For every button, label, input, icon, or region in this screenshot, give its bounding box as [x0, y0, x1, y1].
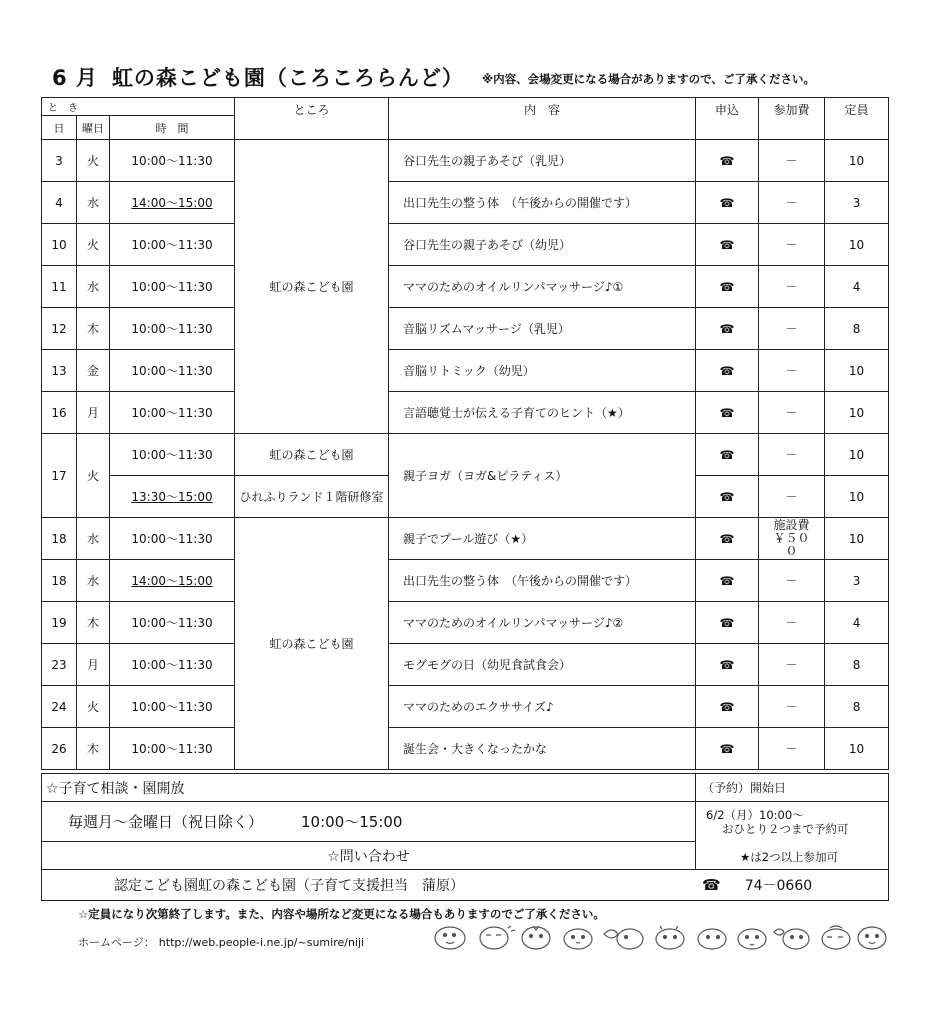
row-weekday: 火: [77, 686, 110, 728]
row-fee: －: [759, 266, 825, 308]
col-header-capacity: 定員: [825, 98, 889, 140]
phone-icon: ☎: [696, 182, 759, 224]
phone-icon: ☎: [696, 476, 759, 518]
row-place: 虹の森こども園: [235, 140, 389, 434]
homepage-label: ホームページ：: [78, 936, 155, 949]
row-content: 言語聴覚士が伝える子育てのヒント（★）: [389, 392, 696, 434]
row-fee: －: [759, 350, 825, 392]
row-time: 10:00～11:30: [110, 518, 235, 560]
row-place: 虹の森こども園: [235, 518, 389, 770]
contact-tel: 74－0660: [744, 878, 813, 894]
row-content: ママのためのオイルリンパマッサージ♪②: [389, 602, 696, 644]
row-day: 17: [42, 434, 77, 518]
row-time: 10:00～11:30: [110, 434, 235, 476]
row-weekday: 水: [77, 518, 110, 560]
consult-heading: ☆子育て相談・園開放: [42, 774, 696, 802]
phone-icon: ☎: [696, 266, 759, 308]
consult-days: 毎週月～金曜日（祝日除く）: [68, 813, 264, 831]
table-row: [42, 182, 889, 224]
row-day: 26: [42, 728, 77, 770]
phone-icon: ☎: [696, 728, 759, 770]
title-month: 6 月: [52, 66, 98, 90]
row-fee: －: [759, 182, 825, 224]
row-fee: －: [759, 644, 825, 686]
row-fee: －: [759, 686, 825, 728]
row-content: 親子ヨガ（ヨガ&ピラティス）: [389, 434, 696, 518]
row-time: 10:00～11:30: [110, 686, 235, 728]
row-capacity: 3: [825, 182, 889, 224]
table-row: [42, 224, 889, 266]
row-fee: －: [759, 602, 825, 644]
row-day: 11: [42, 266, 77, 308]
table-row: [42, 308, 889, 350]
phone-icon: ☎: [696, 140, 759, 182]
row-day: 3: [42, 140, 77, 182]
bird-icon: [774, 929, 809, 949]
row-content: 出口先生の整う体 （午後からの開催です）: [389, 182, 696, 224]
row-weekday: 金: [77, 350, 110, 392]
row-capacity: 8: [825, 308, 889, 350]
row-weekday: 水: [77, 266, 110, 308]
homepage-link[interactable]: http://web.people-i.ne.jp/~sumire/niji: [158, 936, 365, 949]
row-content: ママのためのエクササイズ♪: [389, 686, 696, 728]
reservation-line2: おひとり２つまで予約可: [722, 822, 849, 836]
table-row: [42, 644, 889, 686]
row-weekday: 木: [77, 308, 110, 350]
row-capacity: 10: [825, 434, 889, 476]
row-weekday: 水: [77, 560, 110, 602]
fee-line: 施設費: [773, 518, 810, 532]
row-place: ひれふりランド１階研修室: [235, 476, 389, 518]
row-weekday: 火: [77, 224, 110, 266]
row-fee: －: [759, 434, 825, 476]
bird-icon: [656, 926, 684, 949]
bird-icon: [858, 927, 886, 949]
bird-icon: [435, 927, 465, 949]
row-fee: －: [759, 140, 825, 182]
footer-note: ☆定員になり次第終了します。また、内容や場所など変更になる場合もありますのでご了承ください。: [78, 907, 605, 921]
col-header-content: 内 容: [389, 98, 696, 140]
col-header-day: 日: [42, 116, 77, 140]
bird-icon: [698, 929, 726, 949]
header-notice: ※内容、会場変更になる場合がありますので、ご了承ください。: [482, 72, 815, 86]
row-day: 12: [42, 308, 77, 350]
col-header-time: 時 間: [110, 116, 235, 140]
phone-icon: ☎: [696, 308, 759, 350]
col-header-fee: 参加費: [759, 98, 825, 140]
table-row: [42, 560, 889, 602]
row-fee: －: [759, 308, 825, 350]
phone-icon: ☎: [702, 876, 721, 894]
table-row: [42, 434, 889, 476]
row-day: 13: [42, 350, 77, 392]
row-content: ママのためのオイルリンパマッサージ♪①: [389, 266, 696, 308]
table-row: [42, 392, 889, 434]
row-capacity: 10: [825, 728, 889, 770]
row-weekday: 月: [77, 644, 110, 686]
page-title: [52, 62, 464, 92]
row-day: 4: [42, 182, 77, 224]
bird-icon: [822, 926, 850, 949]
row-capacity: 8: [825, 686, 889, 728]
row-time: 10:00～11:30: [110, 644, 235, 686]
table-row: [42, 686, 889, 728]
reservation-line1: 6/2（月）10:00～: [706, 808, 804, 822]
row-content: 親子でプール遊び（★）: [389, 518, 696, 560]
row-time: 13:30～15:00: [110, 476, 235, 518]
row-place: 虹の森こども園: [235, 434, 389, 476]
row-capacity: 10: [825, 140, 889, 182]
row-capacity: 4: [825, 602, 889, 644]
row-capacity: 8: [825, 644, 889, 686]
row-time: 14:00～15:00: [110, 560, 235, 602]
bird-icon: [738, 929, 766, 949]
row-capacity: 10: [825, 392, 889, 434]
row-content: 谷口先生の親子あそび（幼児）: [389, 224, 696, 266]
homepage: [78, 934, 364, 950]
row-day: 18: [42, 518, 77, 560]
phone-icon: ☎: [696, 686, 759, 728]
row-day: 24: [42, 686, 77, 728]
phone-icon: ☎: [696, 518, 759, 560]
row-content: 誕生会・大きくなったかな: [389, 728, 696, 770]
table-row: [42, 602, 889, 644]
row-time: 10:00～11:30: [110, 728, 235, 770]
row-time: 10:00～11:30: [110, 350, 235, 392]
row-capacity: 10: [825, 350, 889, 392]
bird-icon: [480, 926, 515, 949]
row-weekday: 水: [77, 182, 110, 224]
consult-table: [41, 773, 889, 901]
contact-row: [42, 870, 889, 901]
col-header-apply: 申込: [696, 98, 759, 140]
row-capacity: 10: [825, 476, 889, 518]
row-time: 10:00～11:30: [110, 140, 235, 182]
reservation-info: [696, 802, 889, 870]
decorative-birds-illustration: [432, 920, 888, 952]
phone-icon: ☎: [696, 224, 759, 266]
row-capacity: 4: [825, 266, 889, 308]
inquiry-heading: ☆問い合わせ: [42, 842, 696, 870]
col-header-toki: と き: [42, 98, 235, 116]
row-fee: －: [759, 224, 825, 266]
bird-icon: [604, 929, 643, 949]
fee-line: ０: [785, 544, 798, 558]
row-day: 16: [42, 392, 77, 434]
row-day: 19: [42, 602, 77, 644]
row-weekday: 木: [77, 602, 110, 644]
row-capacity: 3: [825, 560, 889, 602]
row-time: 10:00～11:30: [110, 392, 235, 434]
reservation-heading: （予約）開始日: [696, 774, 889, 802]
phone-icon: ☎: [696, 350, 759, 392]
row-capacity: 10: [825, 224, 889, 266]
row-day: 23: [42, 644, 77, 686]
row-content: モグモグの日（幼児食試食会）: [389, 644, 696, 686]
row-time: 10:00～11:30: [110, 308, 235, 350]
table-row: [42, 140, 889, 182]
row-content: 谷口先生の親子あそび（乳児）: [389, 140, 696, 182]
row-fee: －: [759, 560, 825, 602]
row-weekday: 木: [77, 728, 110, 770]
row-content: 音脳リズムマッサージ（乳児）: [389, 308, 696, 350]
col-header-place: ところ: [235, 98, 389, 140]
row-time: 10:00～11:30: [110, 602, 235, 644]
table-row: [42, 518, 889, 560]
row-content: 出口先生の整う体 （午後からの開催です）: [389, 560, 696, 602]
row-content: 音脳リトミック（幼児）: [389, 350, 696, 392]
consult-hours: 10:00～15:00: [301, 813, 403, 831]
col-header-weekday: 曜日: [77, 116, 110, 140]
phone-icon: ☎: [696, 560, 759, 602]
row-time: 10:00～11:30: [110, 224, 235, 266]
row-fee: －: [759, 476, 825, 518]
phone-icon: ☎: [696, 602, 759, 644]
title-name: 虹の森こども園（ころころらんど）: [111, 66, 464, 90]
row-fee: －: [759, 728, 825, 770]
row-day: 10: [42, 224, 77, 266]
row-time: 14:00～15:00: [110, 182, 235, 224]
phone-icon: ☎: [696, 392, 759, 434]
fee-line: ￥５０: [773, 531, 810, 545]
table-row: [42, 728, 889, 770]
row-day: 18: [42, 560, 77, 602]
phone-icon: ☎: [696, 434, 759, 476]
table-row: [42, 266, 889, 308]
bird-icon: [522, 926, 550, 949]
contact-name: 認定こども園虹の森こども園（子育て支援担当 蒲原）: [114, 878, 464, 894]
row-capacity: 10: [825, 518, 889, 560]
row-fee: －: [759, 392, 825, 434]
bird-icon: [564, 929, 592, 949]
row-weekday: 火: [77, 434, 110, 518]
row-fee: [759, 518, 825, 560]
table-row: [42, 350, 889, 392]
consult-schedule: [42, 802, 696, 842]
row-weekday: 火: [77, 140, 110, 182]
row-weekday: 月: [77, 392, 110, 434]
star-note: ★は2つ以上参加可: [740, 850, 839, 864]
row-time: 10:00～11:30: [110, 266, 235, 308]
phone-icon: ☎: [696, 644, 759, 686]
schedule-table: [41, 97, 889, 770]
